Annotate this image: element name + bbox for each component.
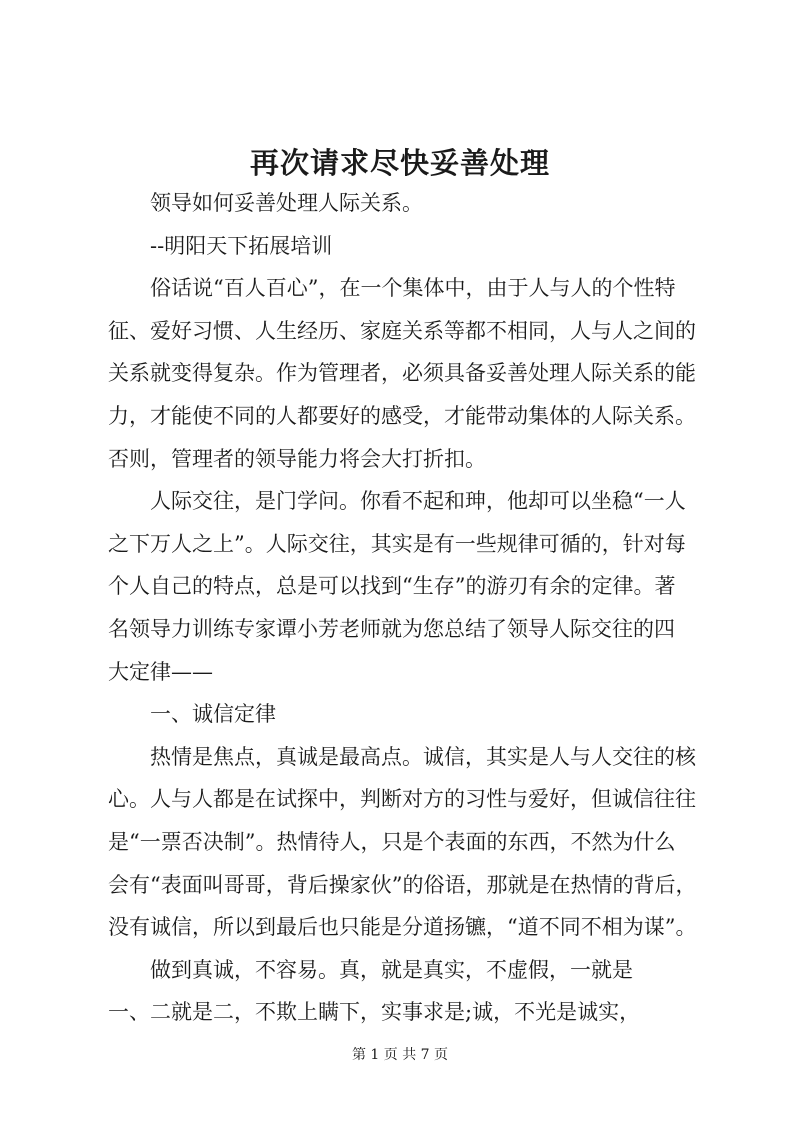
text-line: 名领导力训练专家谭小芳老师就为您总结了领导人际交往的四 <box>108 616 675 641</box>
text-line: 一、二就是二，不欺上瞒下，实事求是;诚，不光是诚实， <box>108 1000 641 1025</box>
text-line: 力，才能使不同的人都要好的感受，才能带动集体的人际关系。 <box>108 403 696 428</box>
text-line: 关系就变得复杂。作为管理者，必须具备妥善处理人际关系的能 <box>108 361 696 386</box>
text-line: 个人自己的特点，总是可以找到“生存”的游刃有余的定律。著 <box>108 574 676 599</box>
document-body <box>108 182 720 1034</box>
text-line: 人际交往，是门学问。你看不起和珅，他却可以坐稳“一人 <box>150 489 686 514</box>
text-line: --明阳天下拓展培训 <box>150 233 333 258</box>
text-line: 大定律—— <box>108 659 213 684</box>
section-heading: 一、诚信定律 <box>150 702 276 727</box>
document-title: 再次请求尽快妥善处理 <box>249 146 550 180</box>
text-line: 做到真诚，不容易。真，就是真实，不虚假，一就是 <box>150 957 633 982</box>
text-line: 俗话说“百人百心”，在一个集体中，由于人与人的个性特 <box>150 276 676 301</box>
text-line: 是“一票否决制”。热情待人，只是个表面的东西，不然为什么 <box>108 829 676 854</box>
text-line: 之下万人之上”。人际交往，其实是有一些规律可循的，针对每 <box>108 531 686 556</box>
page-footer: 第 1 页 共 7 页 <box>351 1047 449 1063</box>
text-line: 征、爱好习惯、人生经历、家庭关系等都不相同，人与人之间的 <box>108 318 696 343</box>
text-line: 会有“表面叫哥哥，背后操家伙”的俗语，那就是在热情的背后， <box>108 872 697 897</box>
text-line: 领导如何妥善处理人际关系。 <box>150 191 423 215</box>
text-line: 热情是焦点，真诚是最高点。诚信，其实是人与人交往的核 <box>150 744 696 769</box>
text-line: 否则，管理者的领导能力将会大打折扣。 <box>108 446 486 471</box>
text-line: 心。人与人都是在试探中，判断对方的习性与爱好，但诚信往往 <box>108 787 696 812</box>
text-line: 没有诚信，所以到最后也只能是分道扬镳，“道不同不相为谋”。 <box>108 915 697 940</box>
